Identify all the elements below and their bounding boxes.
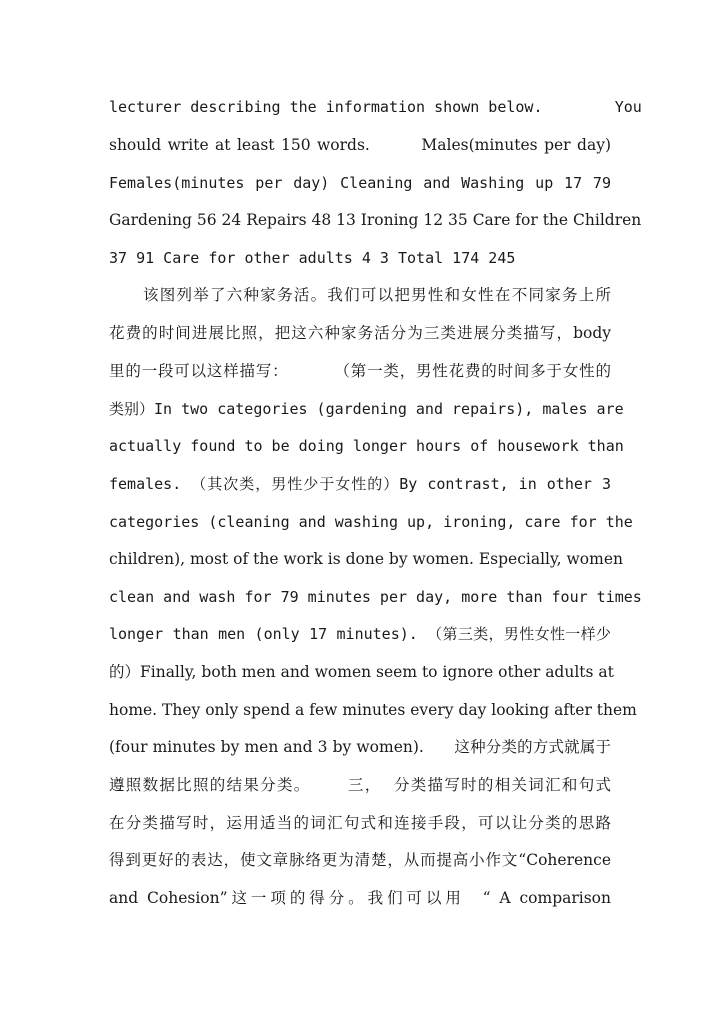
text-line: 类别）In two categories (gardening and repairs), males are (109, 400, 624, 418)
text-line: 的）Finally, both men and women seem to ignore other adults at (109, 663, 614, 681)
text-line: females. （其次类，男性少于女性的）By contrast, in other 3 (109, 475, 611, 493)
text-line: (four minutes by men and 3 by women). 这种分类的方式就属于 (109, 738, 611, 756)
text-line: 得到更好的表达，使文章脉络更为清楚，从而提高小作文“Coherence (109, 851, 611, 869)
text-line: categories (cleaning and washing up, ironing, care for the (109, 513, 633, 531)
text-line: 遵照数据比照的结果分类。 三， 分类描写时的相关词汇和句式 (109, 776, 611, 794)
text-line: clean and wash for 79 minutes per day, more than four times (109, 588, 642, 606)
text-line: 花费的时间进展比照，把这六种家务活分为三类进展分类描写，body (109, 324, 611, 342)
text-line: Females(minutes per day) Cleaning and Washing up 17 79 (109, 174, 611, 192)
text-line: 在分类描写时，运用适当的词汇句式和连接手段，可以让分类的思路 (109, 814, 611, 832)
text-line: lecturer describing the information shown below. You (109, 98, 642, 116)
text-line: longer than men (only 17 minutes). （第三类，男性女性一样少 (109, 625, 611, 643)
text-line: home. They only spend a few minutes every day looking after them (109, 701, 637, 719)
text-line: and Cohesion”这一项的得分。我们可以用 “ A comparison (109, 889, 611, 907)
text-line: should write at least 150 words. Males(minutes per day) (109, 136, 611, 154)
text-line: children), most of the work is done by women. Especially, women (109, 550, 623, 568)
text-line: 里的一段可以这样描写： （第一类，男性花费的时间多于女性的 (109, 362, 611, 380)
text-line: 该图列举了六种家务活。我们可以把男性和女性在不同家务上所 (143, 286, 611, 304)
text-line: 37 91 Care for other adults 4 3 Total 174 245 (109, 249, 516, 267)
text-line: Gardening 56 24 Repairs 48 13 Ironing 12 35 Care for the Children (109, 211, 642, 229)
text-line: actually found to be doing longer hours of housework than (109, 437, 624, 455)
